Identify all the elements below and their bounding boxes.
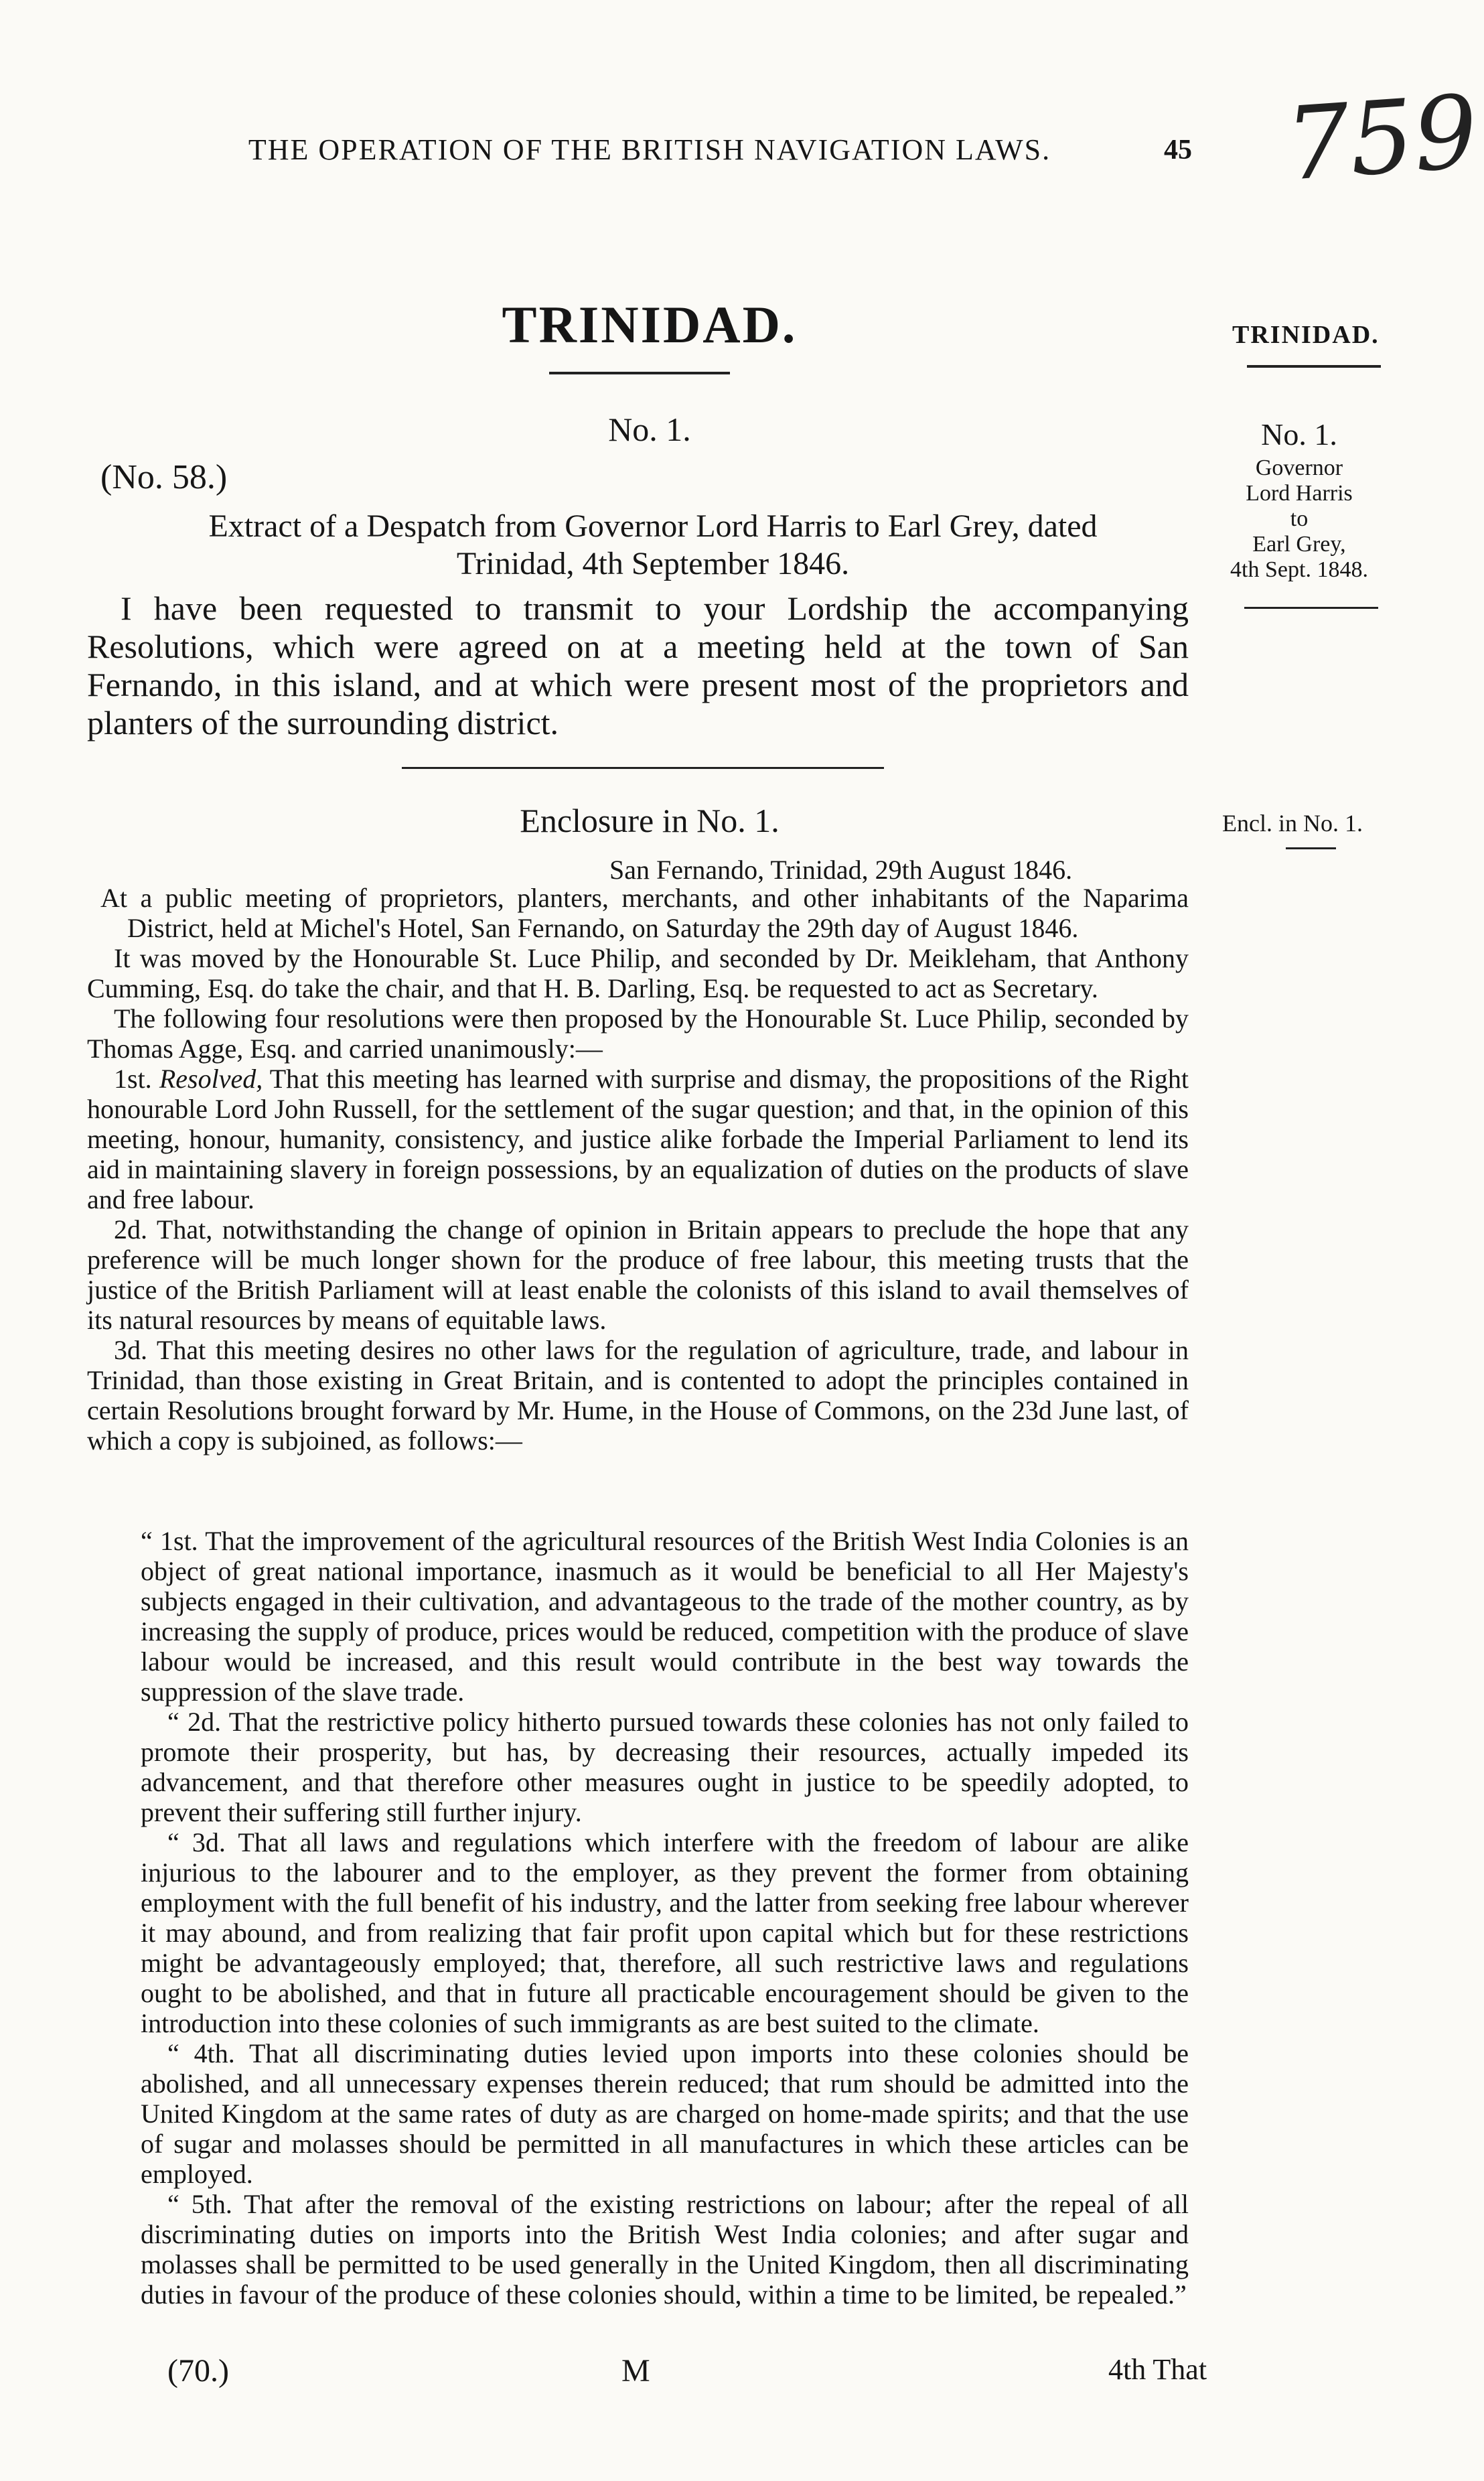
quoted-resolution-3: “ 3d. That all laws and regulations which interfere with the freedom of labour are alike injurious to the labourer and to the employer, as they prevent the former from obtaining employment with the full benefit of his industry, and the latter from seeking free labour wherever it may abound, and from realizing that fair profit upon capital which but for these restrictions might be advantageously employed; that, therefore, all such restrictive laws and regulations ought to be abolished, and that in future all practicable encouragement should be given to the introduction into these colonies of such immigrants as are best suited to the climate.: [141, 1827, 1189, 2038]
running-head: THE OPERATION OF THE BRITISH NAVIGATION LAWS.: [248, 133, 1051, 166]
margin-line: 4th Sept. 1848.: [1230, 557, 1368, 582]
extract-heading-line2: Trinidad, 4th September 1846.: [456, 546, 850, 581]
margin-section-title: TRINIDAD.: [1232, 321, 1380, 349]
enclosure-body: [87, 883, 1189, 1456]
margin-number: No. 1.: [1261, 417, 1337, 451]
despatch-number: (No. 58.): [100, 458, 228, 496]
quoted-resolution-2: “ 2d. That the restrictive policy hitherto pursued towards these colonies has not only failed to promote their prosperity, but has, by decreasing their resources, actually impeded its advancement, and that therefore other measures ought in justice to be speedily adopted, to prevent their suffering still further injury.: [141, 1707, 1189, 1827]
margin-enclosure-rule: [1286, 847, 1336, 849]
resolution-3: 3d. That this meeting desires no other laws for the regulation of agriculture, trade, and labour in Trinidad, than those existing in Great Britain, and is contented to adopt the principles contained in certain Resolutions brought forward by Mr. Hume, in the House of Commons, on the 23d June last, of which a copy is subjoined, as follows:—: [87, 1335, 1189, 1456]
resolved-word: Resolved,: [159, 1064, 263, 1094]
section-title: TRINIDAD.: [502, 295, 798, 354]
quoted-resolution-5: “ 5th. That after the removal of the existing restrictions on labour; after the repeal of all discriminating duties on imports into the British West India colonies; and after sugar and molasses shall be permitted to be used generally in the United Kingdom, then all discriminating duties in favour of the produce of these colonies should, within a time to be limited, be repealed.”: [141, 2189, 1189, 2310]
resolution-1: [87, 1064, 1189, 1214]
resolutions-intro: The following four resolutions were then proposed by the Honourable St. Luce Philip, seconded by Thomas Agge, Esq. and carried unanimously:—: [87, 1003, 1189, 1064]
margin-line: Governor: [1255, 455, 1343, 480]
section-divider: [402, 767, 884, 769]
title-rule: [549, 372, 730, 374]
margin-note-rule: [1244, 607, 1378, 609]
enclosure-dateline: San Fernando, Trinidad, 29th August 1846.: [609, 855, 1073, 885]
margin-line: to: [1290, 506, 1309, 531]
document-number: No. 1.: [608, 411, 691, 448]
quoted-resolutions: [141, 1526, 1189, 2310]
meeting-paragraph: At a public meeting of proprietors, planters, merchants, and other inhabitants of the Naparima District, held at Michel's Hotel, San Fernando, on Saturday the 29th day of August 1846.: [100, 883, 1189, 943]
extract-heading-line1: Extract of a Despatch from Governor Lord Harris to Earl Grey, dated: [208, 508, 1098, 544]
intro-paragraph: I have been requested to transmit to your Lordship the accompanying Resolutions, which were agreed on at a meeting held at the town of San Fernando, in this island, and at which were present most of the proprietors and planters of the surrounding district.: [87, 589, 1189, 741]
quoted-resolution-4: “ 4th. That all discriminating duties levied upon imports into these colonies should be abolished, and all unnecessary expenses therein reduced; that rum should be admitted into the United Kingdom at the same rates of duty as are charged on home-made spirits; and that the use of sugar and molasses should be permitted in all manufactures in which these articles can be employed.: [141, 2038, 1189, 2189]
resolution-1-text: That this meeting has learned with surprise and dismay, the propositions of the Right honourable Lord John Russell, for the settlement of the sugar question; and that, in the opinion of this meeting, honour, humanity, consistency, and justice alike forbade the Imperial Parliament to lend its aid in maintaining slavery in foreign possessions, by an equalization of duties on the products of slave and free labour.: [87, 1064, 1189, 1214]
handwritten-folio-number: 759: [1282, 74, 1482, 204]
margin-enclosure-note: Encl. in No. 1.: [1222, 810, 1363, 837]
catchword: 4th That: [1108, 2353, 1207, 2386]
motion-paragraph: It was moved by the Honourable St. Luce Philip, and seconded by Dr. Meikleham, that Anthony Cumming, Esq. do take the chair, and that H. B. Darling, Esq. be requested to act as Secretary.: [87, 943, 1189, 1003]
resolution-2: 2d. That, notwithstanding the change of opinion in Britain appears to preclude the hope that any preference will be much longer shown for the produce of free labour, this meeting trusts that the justice of the British Parliament will at least enable the colonists of this island to avail themselves of its natural resources by means of equitable laws.: [87, 1214, 1189, 1335]
print-number: (70.): [167, 2353, 229, 2389]
margin-line: Earl Grey,: [1252, 532, 1346, 557]
page-number: 45: [1164, 135, 1192, 165]
margin-line: Lord Harris: [1246, 481, 1353, 506]
enclosure-title: Enclosure in No. 1.: [520, 802, 780, 839]
resolution-1-lead: 1st.: [114, 1064, 152, 1094]
signature-mark: M: [621, 2353, 650, 2389]
margin-note: [1205, 455, 1393, 583]
quoted-resolution-1: “ 1st. That the improvement of the agricultural resources of the British West India Colonies is an object of great national importance, inasmuch as it would be beneficial to all Her Majesty's subjects engaged in their cultivation, and advantageous to the trade of the mother country, as by increasing the supply of produce, prices would be reduced, competition with the produce of slave labour would be increased, and this result would contribute in the best way towards the suppression of the slave trade.: [141, 1526, 1189, 1707]
extract-heading: [100, 508, 1205, 583]
margin-title-rule: [1247, 365, 1381, 368]
